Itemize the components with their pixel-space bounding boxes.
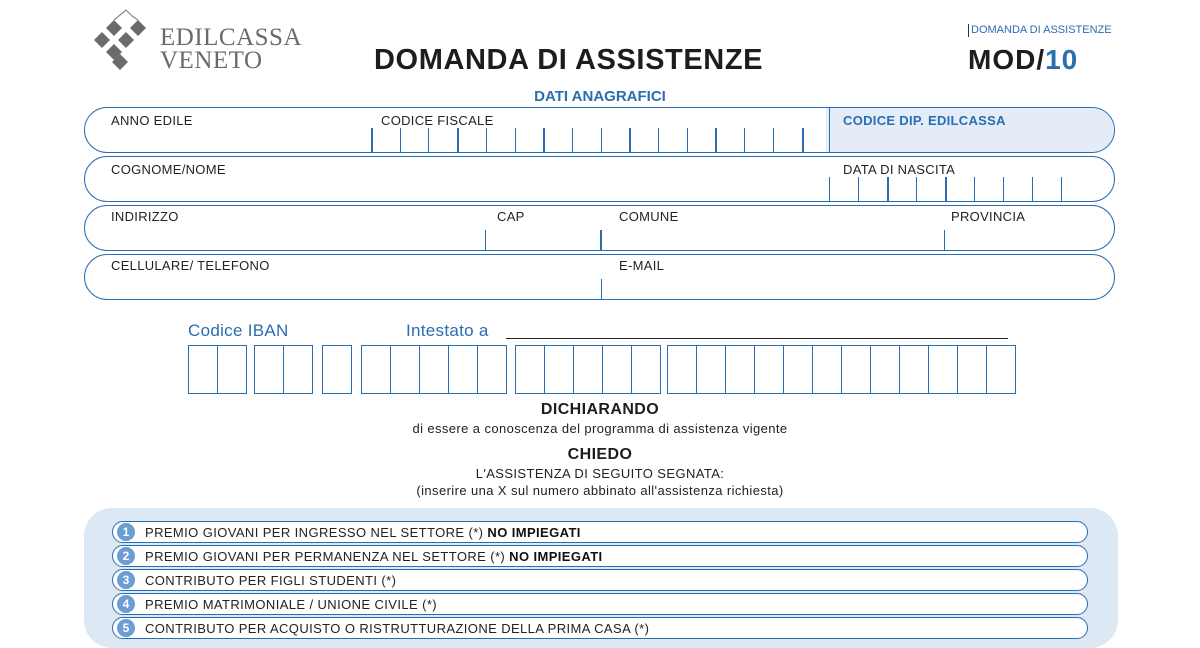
divider <box>829 108 830 153</box>
codice-fiscale-tick <box>658 128 659 152</box>
data-nascita-label: DATA DI NASCITA <box>843 162 956 177</box>
dichiarando-text: di essere a conoscenza del programma di assistenza vigente <box>412 421 788 436</box>
cap-divider <box>485 230 486 251</box>
data-nascita-tick <box>1003 177 1004 201</box>
assistance-item[interactable] <box>112 521 1088 543</box>
logo-text <box>160 26 302 72</box>
codice-fiscale-tick <box>428 128 429 152</box>
iban-cell[interactable] <box>515 345 545 394</box>
chiedo-line1: L'ASSISTENZA DI SEGUITO SEGNATA: <box>475 466 725 481</box>
item-text: PREMIO MATRIMONIALE / UNIONE CIVILE (*) <box>145 597 438 612</box>
logo-line2: VENETO <box>160 47 263 74</box>
codice-dip-label: CODICE DIP. EDILCASSA <box>843 113 1006 128</box>
codice-fiscale-tick <box>601 128 602 152</box>
iban-cell[interactable] <box>573 345 603 394</box>
item-label <box>145 621 649 636</box>
codice-fiscale-tick <box>515 128 516 152</box>
iban-cell[interactable] <box>283 345 313 394</box>
data-nascita-tick <box>1061 177 1062 201</box>
iban-cell[interactable] <box>544 345 574 394</box>
module-number: 10 <box>1045 44 1079 75</box>
email-divider <box>601 279 602 300</box>
codice-fiscale-label: CODICE FISCALE <box>381 113 494 128</box>
iban-cell[interactable] <box>254 345 284 394</box>
iban-cell[interactable] <box>448 345 478 394</box>
page-title: DOMANDA DI ASSISTENZE <box>374 44 764 76</box>
iban-cell[interactable] <box>477 345 507 394</box>
cellulare-label: CELLULARE/ TELEFONO <box>111 258 270 273</box>
item-label <box>145 549 603 564</box>
data-nascita-tick <box>916 177 917 201</box>
data-nascita-tick <box>829 177 830 201</box>
codice-fiscale-tick <box>629 128 631 152</box>
module-code <box>968 44 1078 76</box>
provincia-label: PROVINCIA <box>951 209 1026 224</box>
item-label <box>145 597 437 612</box>
item-text: CONTRIBUTO PER ACQUISTO O RISTRUTTURAZIONE DELLA PRIMA CASA (*) <box>145 621 650 636</box>
codice-fiscale-tick <box>773 128 774 152</box>
iban-cell[interactable] <box>899 345 929 394</box>
codice-fiscale-tick <box>572 128 573 152</box>
iban-cell[interactable] <box>390 345 420 394</box>
iban-cell[interactable] <box>602 345 632 394</box>
data-nascita-tick <box>887 177 889 201</box>
iban-cell[interactable] <box>812 345 842 394</box>
codice-fiscale-tick <box>715 128 717 152</box>
item-text: PREMIO GIOVANI PER PERMANENZA NEL SETTORE (*) <box>145 549 510 564</box>
codice-fiscale-tick <box>371 128 373 152</box>
row-anagrafica-3 <box>84 205 1115 251</box>
codice-fiscale-tick <box>687 128 688 152</box>
section-title: DATI ANAGRAFICI <box>534 88 666 105</box>
item-text: CONTRIBUTO PER FIGLI STUDENTI (*) <box>145 573 397 588</box>
codice-fiscale-tick <box>543 128 545 152</box>
intestato-input-line[interactable] <box>506 338 1008 339</box>
data-nascita-tick <box>974 177 975 201</box>
iban-cell[interactable] <box>754 345 784 394</box>
iban-cell[interactable] <box>696 345 726 394</box>
item-number-badge[interactable]: 2 <box>117 547 135 565</box>
item-text: PREMIO GIOVANI PER INGRESSO NEL SETTORE (*) <box>145 525 488 540</box>
row-anagrafica-4 <box>84 254 1115 300</box>
iban-label: Codice IBAN <box>188 321 289 340</box>
item-note: NO IMPIEGATI <box>487 525 581 540</box>
item-note: NO IMPIEGATI <box>509 549 603 564</box>
codice-fiscale-tick <box>400 128 401 152</box>
document-label: DOMANDA DI ASSISTENZE <box>968 24 1112 37</box>
intestato-label: Intestato a <box>406 321 489 340</box>
assistance-item[interactable] <box>112 545 1088 567</box>
item-number-badge[interactable]: 5 <box>117 619 135 637</box>
anno-edile-label: ANNO EDILE <box>111 113 193 128</box>
codice-fiscale-tick <box>486 128 487 152</box>
row-anagrafica-2 <box>84 156 1115 202</box>
data-nascita-tick <box>945 177 947 201</box>
comune-label: COMUNE <box>619 209 679 224</box>
cognome-nome-label: COGNOME/NOME <box>111 162 226 177</box>
assistance-item[interactable] <box>112 593 1088 615</box>
module-prefix: MOD/ <box>968 44 1046 75</box>
iban-cell[interactable] <box>322 345 352 394</box>
item-number-badge[interactable]: 4 <box>117 595 135 613</box>
iban-cell[interactable] <box>783 345 813 394</box>
row-anagrafica-1 <box>84 107 1115 153</box>
chiedo-heading: CHIEDO <box>567 446 633 463</box>
comune-divider <box>600 230 602 251</box>
dichiarando-heading: DICHIARANDO <box>540 401 660 418</box>
item-label <box>145 573 396 588</box>
iban-cell[interactable] <box>841 345 871 394</box>
codice-fiscale-tick <box>802 128 804 152</box>
iban-cell[interactable] <box>957 345 987 394</box>
item-number-badge[interactable]: 3 <box>117 571 135 589</box>
cap-label: CAP <box>497 209 525 224</box>
item-label <box>145 525 581 540</box>
provincia-divider <box>944 230 945 251</box>
chiedo-line2: (inserire una X sul numero abbinato all'assistenza richiesta) <box>416 483 784 498</box>
codice-fiscale-tick <box>744 128 745 152</box>
iban-cell[interactable] <box>419 345 449 394</box>
iban-cell[interactable] <box>361 345 391 394</box>
assistance-item[interactable] <box>112 569 1088 591</box>
iban-cell[interactable] <box>667 345 697 394</box>
email-label: E-MAIL <box>619 258 665 273</box>
data-nascita-tick <box>1032 177 1033 201</box>
iban-cell[interactable] <box>986 345 1016 394</box>
iban-cell[interactable] <box>928 345 958 394</box>
item-number-badge[interactable]: 1 <box>117 523 135 541</box>
iban-cell[interactable] <box>725 345 755 394</box>
logo-diamonds-icon <box>84 8 164 72</box>
logo-line1: EDILCASSA <box>160 24 303 51</box>
iban-cell[interactable] <box>188 345 218 394</box>
indirizzo-label: INDIRIZZO <box>111 209 179 224</box>
iban-cell[interactable] <box>870 345 900 394</box>
iban-cell[interactable] <box>217 345 247 394</box>
iban-cell[interactable] <box>631 345 661 394</box>
data-nascita-tick <box>858 177 859 201</box>
codice-fiscale-tick <box>457 128 459 152</box>
assistance-item[interactable] <box>112 617 1088 639</box>
